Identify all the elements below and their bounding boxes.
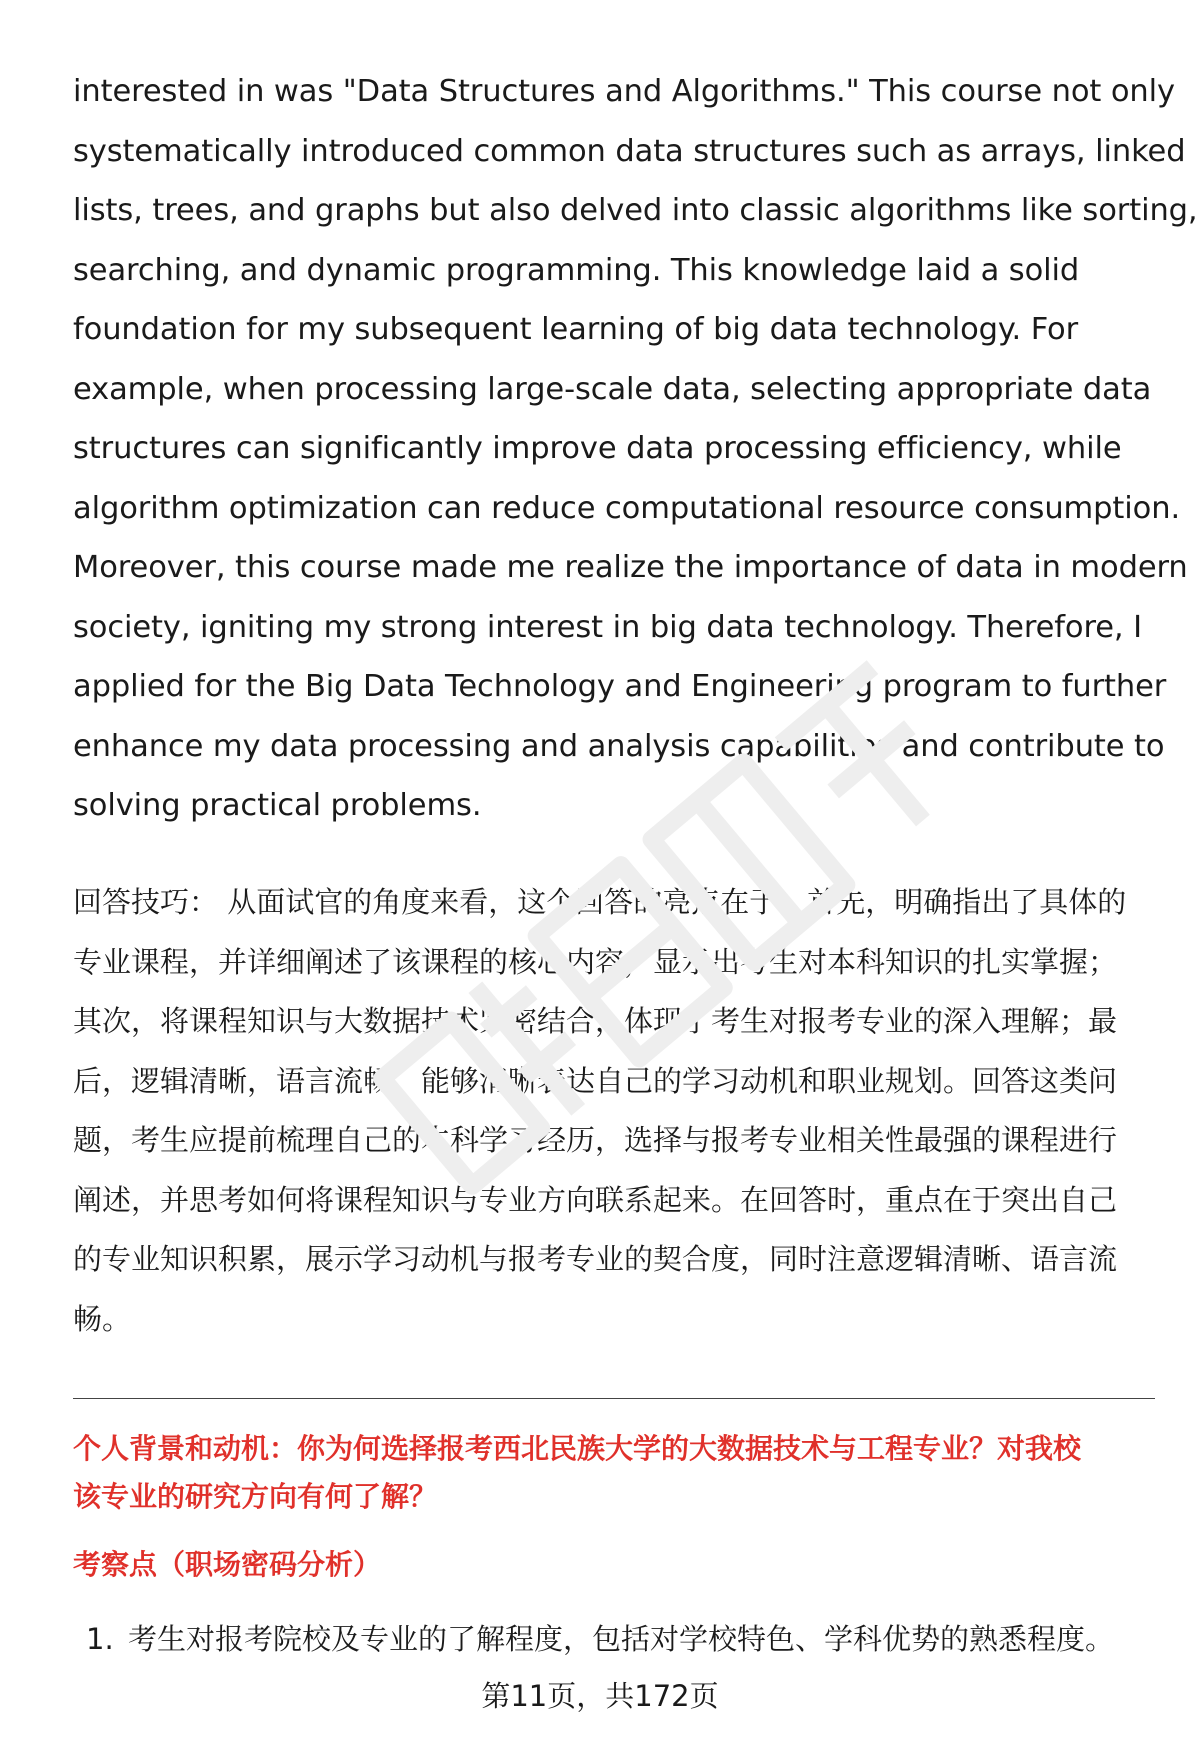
tips-line: 题，考生应提前梳理自己的本科学习经历，选择与报考专业相关性最强的课程进行 bbox=[73, 1123, 1118, 1157]
english-paragraph bbox=[73, 62, 1198, 836]
english-line: algorithm optimization can reduce computational resource consumption. bbox=[73, 490, 1181, 526]
english-line: enhance my data processing and analysis capabilities and contribute to bbox=[73, 728, 1165, 764]
question-line: 该专业的研究方向有何了解？ bbox=[73, 1480, 438, 1513]
tips-paragraph bbox=[73, 873, 1158, 1349]
question-title bbox=[73, 1425, 1158, 1521]
page-content bbox=[73, 62, 1198, 836]
list-item bbox=[86, 1615, 1166, 1663]
tips-line: 畅。 bbox=[73, 1301, 132, 1336]
tips-line: 的专业知识积累，展示学习动机与报考专业的契合度，同时注意逻辑清晰、语言流 bbox=[73, 1242, 1118, 1276]
tips-line: 阐述，并思考如何将课程知识与专业方向联系起来。在回答时，重点在于突出自己 bbox=[73, 1182, 1118, 1217]
section-subheading: 考察点（职场密码分析） bbox=[73, 1548, 382, 1581]
english-line: society, igniting my strong interest in big data technology. Therefore, I bbox=[73, 609, 1143, 645]
list-item-number: 1. bbox=[86, 1622, 114, 1656]
english-line: Moreover, this course made me realize the importance of data in modern bbox=[73, 550, 1188, 585]
page-number-footer: 第11页，共172页 bbox=[481, 1679, 719, 1713]
section-divider bbox=[73, 1398, 1155, 1399]
english-line: lists, trees, and graphs but also delved into classic algorithms like sorting, bbox=[73, 193, 1198, 228]
english-line: searching, and dynamic programming. This knowledge laid a solid bbox=[73, 252, 1080, 288]
english-line: foundation for my subsequent learning of big data technology. For bbox=[73, 312, 1079, 347]
english-line: structures can significantly improve data processing efficiency, while bbox=[73, 431, 1122, 466]
tips-line: 后，逻辑清晰，语言流畅，能够清晰表达自己的学习动机和职业规划。回答这类问 bbox=[73, 1063, 1118, 1098]
question-line: 个人背景和动机：你为何选择报考西北民族大学的大数据技术与工程专业？对我校 bbox=[73, 1432, 1082, 1465]
tips-line: 专业课程，并详细阐述了该课程的核心内容，显示出考生对本科知识的扎实掌握； bbox=[73, 944, 1118, 979]
english-line: applied for the Big Data Technology and Engineering program to further bbox=[73, 669, 1167, 704]
evaluation-points-list bbox=[86, 1615, 1166, 1663]
list-item-text: 考生对报考院校及专业的了解程度，包括对学校特色、学科优势的熟悉程度。 bbox=[128, 1622, 1115, 1656]
english-line: systematically introduced common data structures such as arrays, linked bbox=[73, 133, 1186, 169]
english-line: example, when processing large-scale data, selecting appropriate data bbox=[73, 371, 1152, 407]
english-line: solving practical problems. bbox=[73, 788, 482, 823]
english-line: interested in was "Data Structures and Algorithms." This course not only bbox=[73, 74, 1175, 109]
tips-line: 回答技巧： 从面试官的角度来看，这个回答的亮点在于：首先，明确指出了具体的 bbox=[73, 885, 1127, 919]
tips-line: 其次，将课程知识与大数据技术紧密结合，体现了考生对报考专业的深入理解；最 bbox=[73, 1004, 1118, 1038]
